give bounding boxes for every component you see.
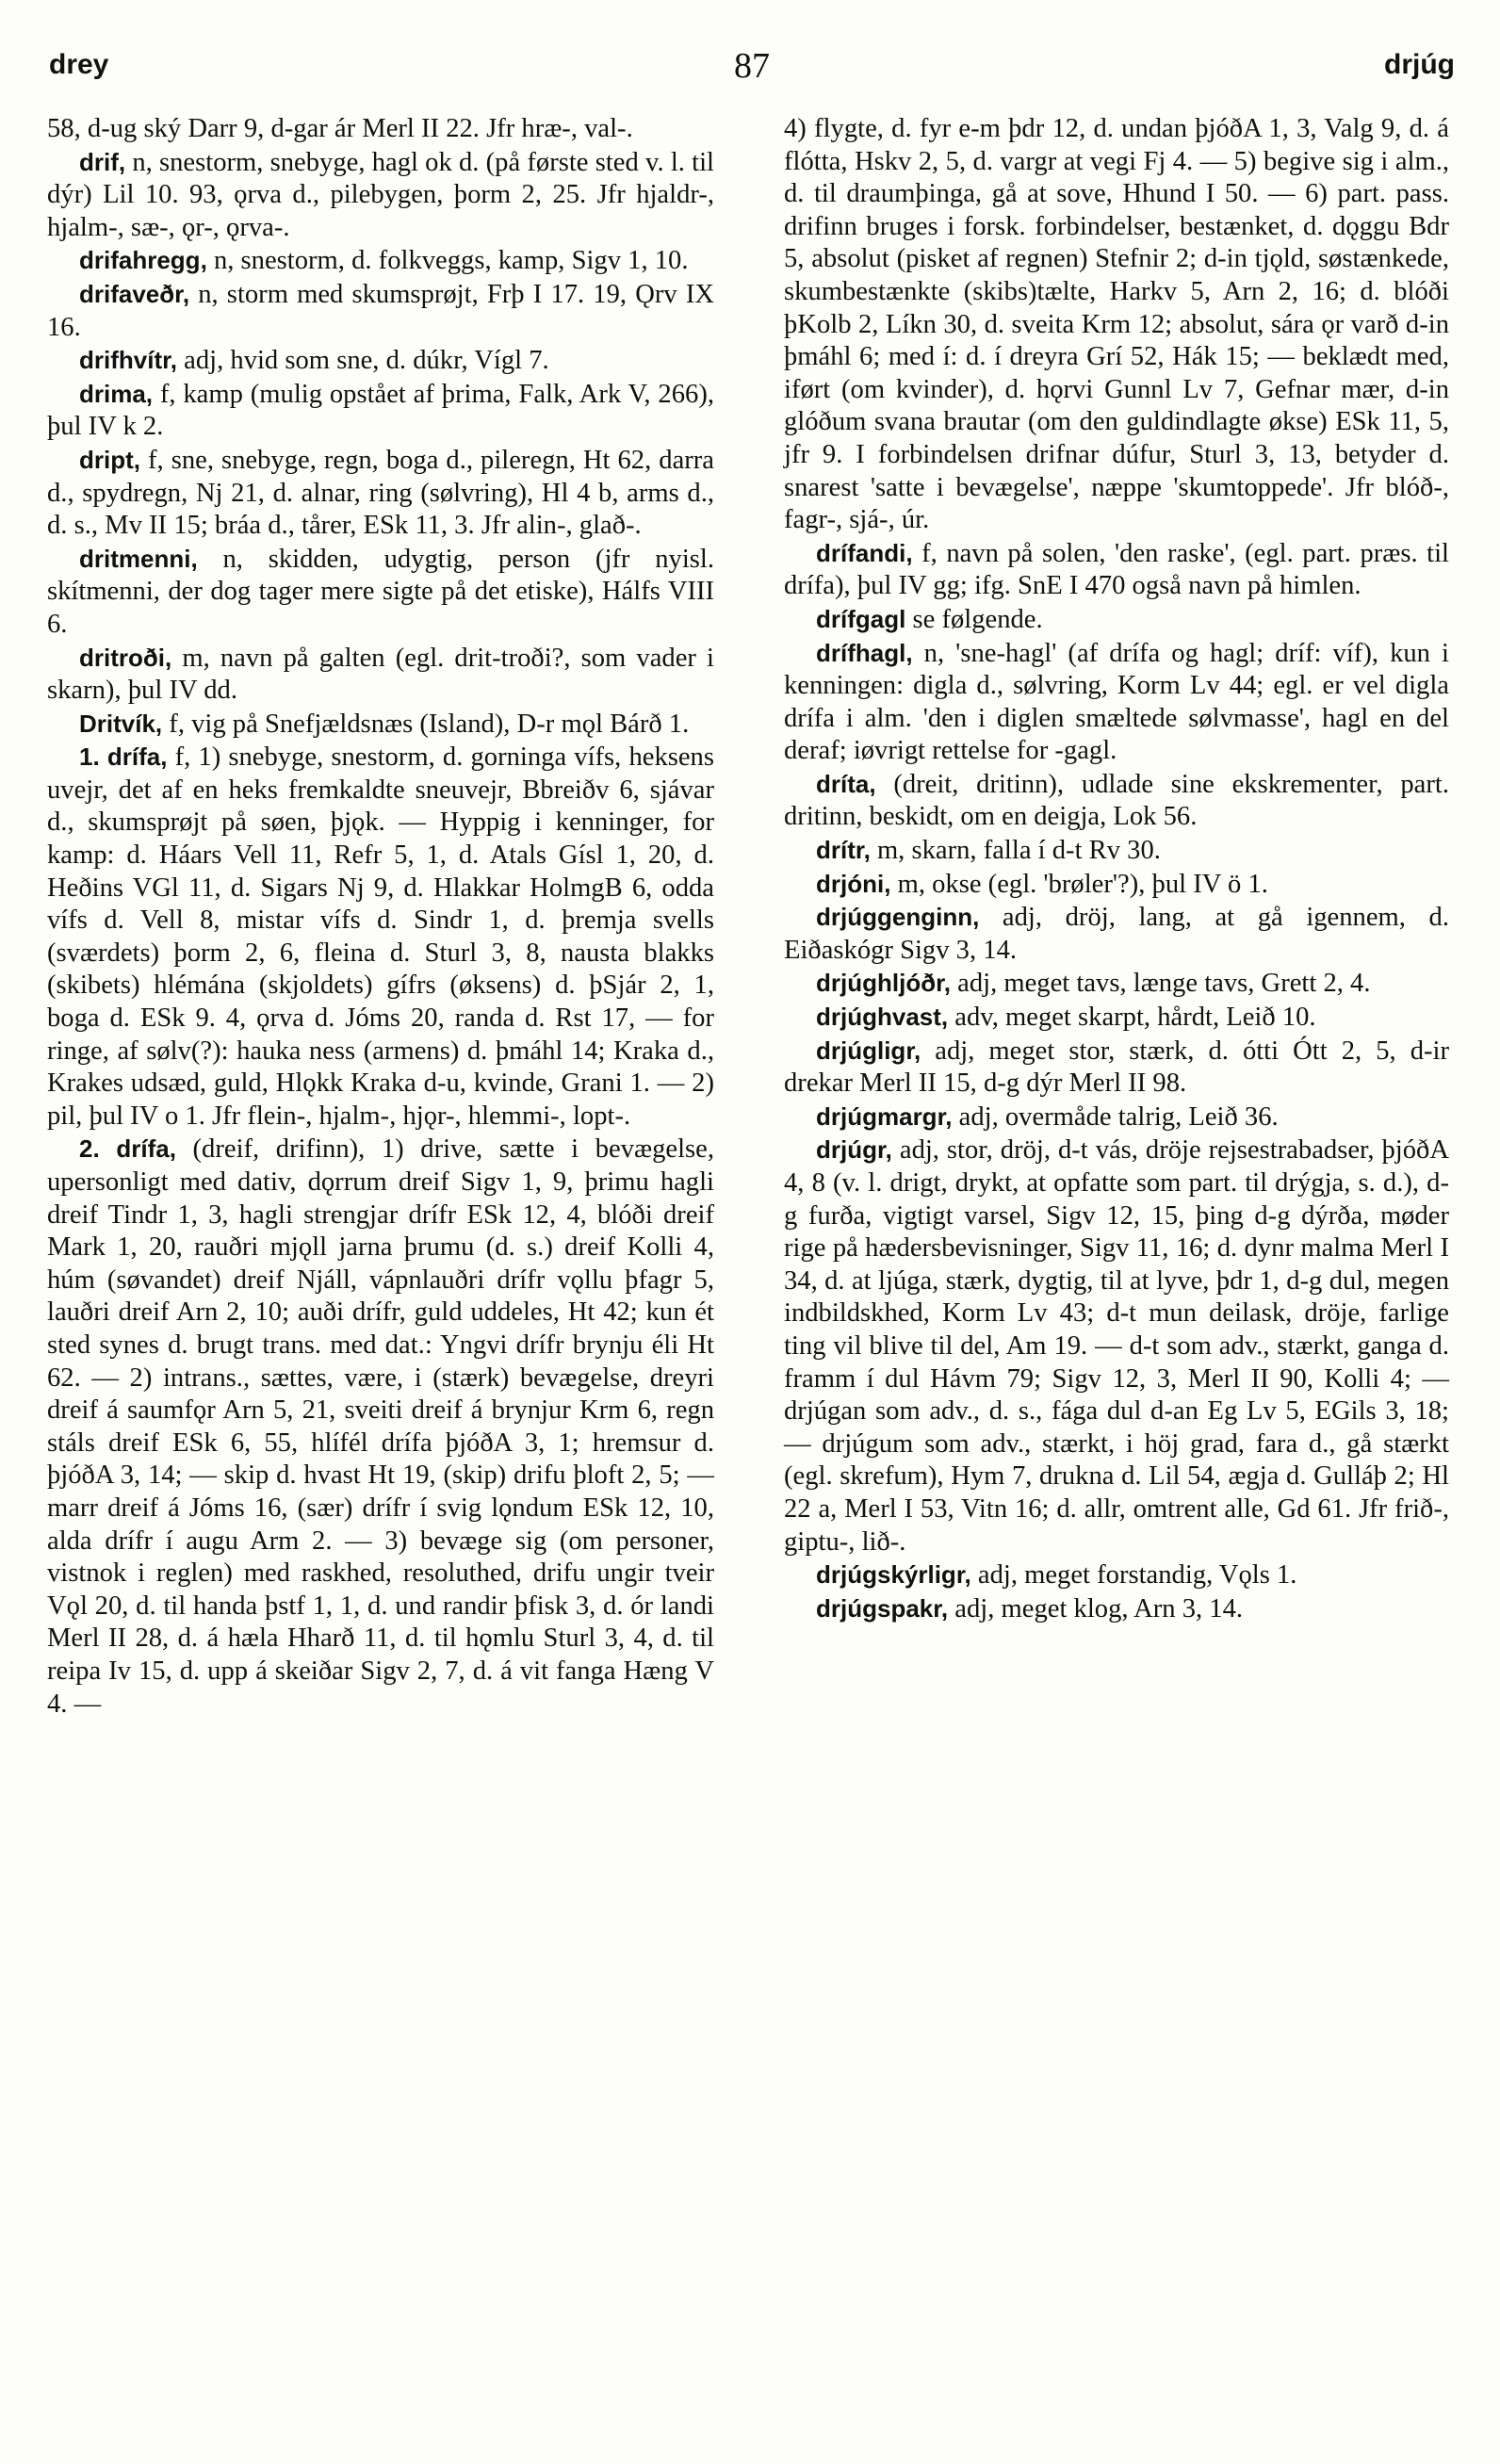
entry-definition: n, skidden, udygtig, person (jfr nyisl. skítmenni, der dog tager mere sigte på det etiske), Hálfs VIII 6. — [47, 544, 714, 639]
page-number: 87 — [734, 46, 770, 86]
dictionary-entry — [47, 344, 714, 378]
entry-headword: drjúghvast, — [816, 1003, 949, 1032]
entry-definition: adj, dröj, lang, at gå igennem, d. Eiðaskógr Sigv 3, 14. — [784, 903, 1449, 965]
entry-headword: drifahregg, — [79, 246, 207, 275]
entry-headword: dritmenni, — [79, 544, 198, 573]
entry-headword: 2. drífa, — [79, 1134, 176, 1164]
entry-headword: drífandi, — [816, 538, 913, 567]
entry-definition: m, skarn, falla í d-t Rv 30. — [870, 836, 1161, 866]
dictionary-entry — [784, 901, 1449, 967]
dictionary-entry — [784, 868, 1449, 902]
dictionary-entry — [784, 603, 1449, 637]
entry-definition: n, storm med skumsprøjt, Frþ I 17. 19, Ǫrv IX 16. — [47, 279, 714, 342]
dictionary-entry — [784, 1035, 1449, 1101]
dictionary-entry — [784, 637, 1449, 768]
dictionary-entry — [47, 378, 714, 444]
entry-headword: drjúgligr, — [816, 1036, 921, 1065]
entry-definition: se følgende. — [905, 604, 1043, 634]
entry-definition: (dreit, dritinn), udlade sine ekskrementer, part. dritinn, beskidt, om en deigja, Lok 56. — [784, 769, 1449, 832]
entry-headword: drjúgspakr, — [816, 1593, 949, 1623]
dictionary-entry — [47, 113, 714, 146]
entry-definition: adj, stor, dröj, d-t vás, dröje rejsestrabadser, þjóðA 4, 8 (v. l. drigt, drykt, at opfatte som part. til drýgja, s. d.), d-g furða, vigtigt varsel, Sigv 12, 15, þing d-g dýrða, møder rige på hædersbevisninger, Sigv 11, 16; d. dynr malma Merl I 34, d. at ljúga, stærk, dygtig, til at lyve, þdr 1, d-g dul, megen indbildskhed, Korm Lv 43; d-t mun deilask, dröje, farlige ting vil blive til del, Am 19. — d-t som adv., stærkt, ganga d. framm í dul Hávm 79; Sigv 12, 3, Merl II 90, Kolli 4; — drjúgan som adv., d. s., fága dul d-an Eg Lv 5, EGils 3, 18; — drjúgum som adv., stærkt, i höj grad, fara d., gå stærkt (egl. skrefum), Hym 7, drukna d. Lil 54, ægja d. Gulláþ 2; Hl 22 a, Merl I 53, Vitn 16; d. allr, omtrent alle, Gd 61. Jfr frið-, giptu-, lið-. — [784, 1135, 1449, 1557]
entry-headword: drima, — [79, 379, 154, 408]
entry-headword: drjúgmargr, — [816, 1101, 953, 1131]
entry-definition: f, navn på solen, 'den raske', (egl. part. præs. til drífa), þul IV gg; ifg. SnE I 470 også navn på himlen. — [784, 538, 1449, 601]
entry-headword: dript, — [79, 445, 140, 474]
entry-headword: 1. drífa, — [79, 742, 168, 772]
entry-definition: f, vig på Snefjældsnæs (Island), D-r mǫl Bárð 1. — [162, 709, 690, 739]
dictionary-entry — [47, 444, 714, 543]
entry-definition: f, kamp (mulig opstået af þrima, Falk, Ark V, 266), þul IV k 2. — [47, 379, 714, 442]
entry-headword: drífhagl, — [816, 638, 913, 667]
entry-definition: f, 1) snebyge, snestorm, d. gorninga vífs, heksens uvejr, det af en heks fremkaldte sneuvejr, Bbreiðv 6, sjávar d., skumsprøjt på søen, þjǫk. — Hyppig i kenninger, for kamp: d. Háars Vell 11, Refr 5, 1, d. Atals Gísl 1, 20, d. Heðins VGl 11, d. Sigars Nj 9, d. Hlakkar HolmgB 6, odda vífs d. Vell 8, mistar vífs d. Sindr 1, d. þremja svells (sværdets) þorm 2, 6, fleina d. Sturl 3, 8, nausta blakks (skibets) hlémána (skjoldets) gífrs (øksens) d. þSjár 2, 1, boga d. ESk 9. 4, ǫrva d. Jóms 20, randa d. Rst 17, — for ringe, af sølv(?): hauka ness (armens) d. þmáhl 14; Kraka d., Krakes udsæd, guld, Hlǫkk Kraka d-u, kvinde, Grani 1. — 2) pil, þul IV o 1. Jfr flein-, hjalm-, hjǫr-, hlemmi-, lopt-. — [47, 742, 714, 1131]
entry-definition: adj, meget klog, Arn 3, 14. — [948, 1593, 1244, 1624]
entry-headword: drjúghljóðr, — [816, 969, 951, 998]
dictionary-entry — [784, 1592, 1449, 1626]
running-head-left: drey — [49, 49, 109, 80]
dictionary-entry — [784, 537, 1449, 603]
entry-headword: drífgagl — [816, 604, 906, 633]
entry-definition: adj, meget stor, stærk, d. ótti Ótt 2, 5, d-ir drekar Merl II 15, d-g dýr Merl II 98. — [784, 1036, 1449, 1099]
entry-headword: drif, — [79, 147, 126, 176]
entry-definition: f, sne, snebyge, regn, boga d., pileregn, Ht 62, darra d., spydregn, Nj 21, d. alnar, ring (sølvring), Hl 4 b, arms d., d. s., Mv II 15; bráa d., tårer, ESk 11, 3. Jfr alin-, glað-. — [47, 445, 714, 541]
entry-headword: Dritvík, — [79, 709, 163, 738]
entry-headword: drjóni, — [816, 869, 891, 898]
entry-definition: n, snestorm, snebyge, hagl ok d. (på første sted v. l. til dýr) Lil 10. 93, ǫrva d., pilebygen, þorm 2, 25. Jfr hjaldr-, hjalm-, sæ-, ǫr-, ǫrva-. — [47, 147, 714, 242]
entry-definition: adj, hvid som sne, d. dúkr, Vígl 7. — [177, 346, 549, 376]
dictionary-entry — [47, 543, 714, 642]
dictionary-entry — [784, 1001, 1449, 1035]
dictionary-entry — [47, 244, 714, 278]
entry-headword: drifaveðr, — [79, 279, 190, 308]
entry-definition: adj, overmåde talrig, Leið 36. — [952, 1101, 1279, 1132]
entry-definition: n, 'sne-hagl' (af drífa og hagl; dríf: víf), kun i kenningen: digla d., sølvring, Korm Lv 44; egl. er vel digla drífa i alm. 'den i diglen smæltede sølvmasse', hagl en del deraf; iøvrigt rettelse for -gagl. — [784, 638, 1449, 766]
entry-headword: drifhvítr, — [79, 346, 178, 375]
entry-definition: adv, meget skarpt, hårdt, Leið 10. — [948, 1003, 1316, 1033]
dictionary-entry — [784, 1558, 1449, 1592]
dictionary-entry — [784, 1134, 1449, 1558]
dictionary-entry — [784, 834, 1449, 868]
dictionary-entry — [47, 278, 714, 344]
left-column — [47, 113, 714, 1721]
dictionary-entry — [47, 146, 714, 245]
dictionary-entry — [784, 113, 1449, 537]
entry-definition: m, navn på galten (egl. drit-troði?, som vader i skarn), þul IV dd. — [47, 643, 714, 706]
entry-definition: 4) flygte, d. fyr e-m þdr 12, d. undan þjóðA 1, 3, Valg 9, d. á flótta, Hskv 2, 5, d. vargr at vegi Fj 4. — 5) begive sig i alm., d. til draumþinga, gå at sove, Hhund I 50. — 6) part. pass. drifinn bruges i forsk. forbindelser, bestænket, d. dǫggu Bdr 5, absolut (pisket af regnen) Stefnir 2; d-in tjǫld, søstænkede, skumbestænkte (skibs)tælte, Harkv 5, Arn 2, 16; d. blóði þKolb 2, Líkn 30, d. sveita Krm 12; absolut, sára ǫr varð d-in þmáhl 6; med í: d. í dreyra Grí 52, Hák 15; — beklædt med, iført (om kvinder), d. hǫrvi Gunnl Lv 7, Gefnar mær, d-in glóðum svana brautar (om den guldindlagte økse) ESk 11, 5, jfr 9. I forbindelsen drifnar dúfur, Sturl 3, 13, betyder d. snarest 'satte i bevægelse', næppe 'skumtoppede'. Jfr blóð-, fagr-, sjá-, úr. — [784, 114, 1449, 535]
dictionary-entry — [47, 642, 714, 708]
entry-definition: 58, d-ug ský Darr 9, d-gar ár Merl II 22. Jfr hræ-, val-. — [47, 114, 633, 143]
entry-headword: drjúgr, — [816, 1135, 892, 1165]
dictionary-entry — [784, 967, 1449, 1001]
right-column — [784, 113, 1449, 1625]
entry-definition: adj, meget tavs, længe tavs, Grett 2, 4. — [951, 969, 1371, 999]
entry-definition: m, okse (egl. 'brøler'?), þul IV ö 1. — [890, 869, 1268, 899]
entry-definition: adj, meget forstandig, Vǫls 1. — [970, 1560, 1297, 1591]
running-head-right: drjúg — [1384, 49, 1455, 80]
dictionary-entry — [47, 1133, 714, 1721]
dictionary-entry — [784, 1101, 1449, 1134]
entry-headword: drjúgskýrligr, — [816, 1560, 971, 1590]
dictionary-entry — [47, 708, 714, 742]
entry-definition: n, snestorm, d. folkveggs, kamp, Sigv 1, 10. — [206, 246, 689, 276]
dictionary-entry — [47, 741, 714, 1133]
entry-headword: dríta, — [816, 769, 876, 798]
dictionary-entry — [784, 768, 1449, 834]
entry-definition: (dreif, drifinn), 1) drive, sætte i bevægelse, upersonligt med dativ, dǫrrum dreif Sigv 1, 9, þrimu hagli dreif Tindr 1, 3, hagli strengjar drífr ESk 12, 4, blóði dreif Mark 1, 20, rauðri mjǫll jarna þrumu (d. s.) dreif Kolli 4, húm (søvandet) dreif Njáll, vápnlauðri drífr vǫllu þfagr 5, lauðri dreif Arn 2, 10; auði drífr, guld uddeles, Ht 42; kun ét sted synes d. brugt trans. med dat.: Yngvi drífr brynju éli Ht 62. — 2) intrans., sættes, være, i (stærk) bevægelse, dreyri dreif á saumfǫr Arn 5, 21, sveiti dreif á brynjur Krm 6, regn stáls dreif ESk 6, 55, hlífél drífa þjóðA 3, 1; hremsur d. þjóðA 3, 14; — skip d. hvast Ht 19, (skip) drifu þloft 2, 5; — marr dreif á Jóms 16, (sær) drífr í svig lǫndum ESk 12, 10, alda drífr í augu Arm 2. — 3) bevæge sig (om personer, vistnok i reglen) med raskhed, resoluthed, drifu ungir tveir Vǫl 20, d. til handa þstf 1, 1, d. und randir þfisk 3, d. ór landi Merl II 28, d. á hæla Hharð 11, d. til hǫmlu Sturl 3, 4, d. til reipa Iv 15, d. upp á skeiðar Sigv 2, 7, d. á vit fanga Hæng V 4. — — [47, 1134, 714, 1719]
page-header — [49, 38, 1455, 85]
entry-headword: dritroði, — [79, 643, 172, 672]
entry-headword: drítr, — [816, 836, 871, 865]
entry-headword: drjúggenginn, — [816, 903, 980, 932]
